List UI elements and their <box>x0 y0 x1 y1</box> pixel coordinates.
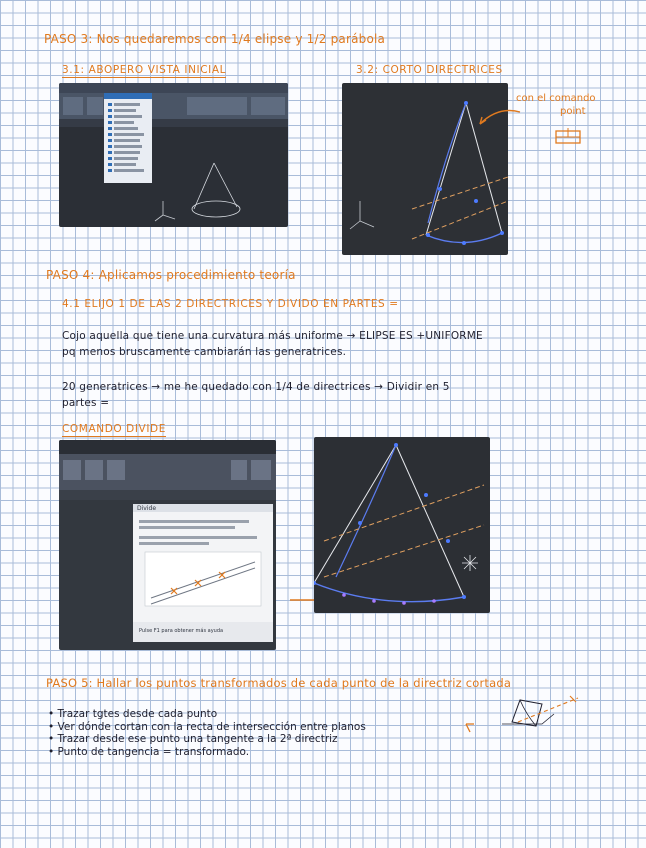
point-icon <box>552 126 584 148</box>
list-item: • Punto de tangencia = transformado. <box>48 746 366 759</box>
paso4-p2-line1: 20 generatrices → me he quedado con 1/4 de directrices → Dividir en 5 <box>62 381 450 393</box>
paso4-title: PASO 4: Aplicamos procedimiento teoría <box>46 268 296 282</box>
paso3-title: PASO 3: Nos quedaremos con 1/4 elipse y 1/2 parábola <box>44 32 386 46</box>
photo-divide-command <box>59 440 276 650</box>
photo-autocad-initial-view <box>59 83 288 227</box>
paso4-sub1: 4.1 ELIJO 1 DE LAS 2 DIRECTRICES Y DIVIDO EN PARTES = <box>62 298 399 310</box>
annotation-arrow <box>462 92 522 142</box>
paso3-sub1: 3.1: ABOPERO VISTA INICIAL <box>62 64 227 76</box>
annotation-line2: point <box>560 106 586 117</box>
paso3-sub2: 3.2: CORTO DIRECTRICES <box>356 64 503 76</box>
paso5-bullet-list <box>48 708 366 758</box>
annotation-line1: con el comando <box>516 93 596 104</box>
comando-divide-label: COMANDO DIVIDE <box>62 423 166 435</box>
tooltip-help: Pulse F1 para obtener más ayuda <box>139 628 224 634</box>
paso4-p1-line2: pq menos bruscamente cambiarán las generatrices. <box>62 346 347 358</box>
list-item: • Ver dónde cortan con la recta de intersección entre planos <box>48 721 366 734</box>
list-item: • Trazar desde ese punto una tangente a la 2ª directriz <box>48 733 366 746</box>
tangent-sketch-icon <box>462 692 582 736</box>
tooltip-title: Divide <box>137 505 157 512</box>
paso4-p2-line2: partes = <box>62 397 110 409</box>
photo-divide-result <box>314 437 490 613</box>
list-item: • Trazar tgtes desde cada punto <box>48 708 366 721</box>
paso4-p1-line1: Cojo aquella que tiene una curvatura más uniforme → ELIPSE ES +UNIFORME <box>62 330 483 342</box>
paso5-title: PASO 5: Hallar los puntos transformados de cada punto de la directriz cortada <box>46 676 512 690</box>
